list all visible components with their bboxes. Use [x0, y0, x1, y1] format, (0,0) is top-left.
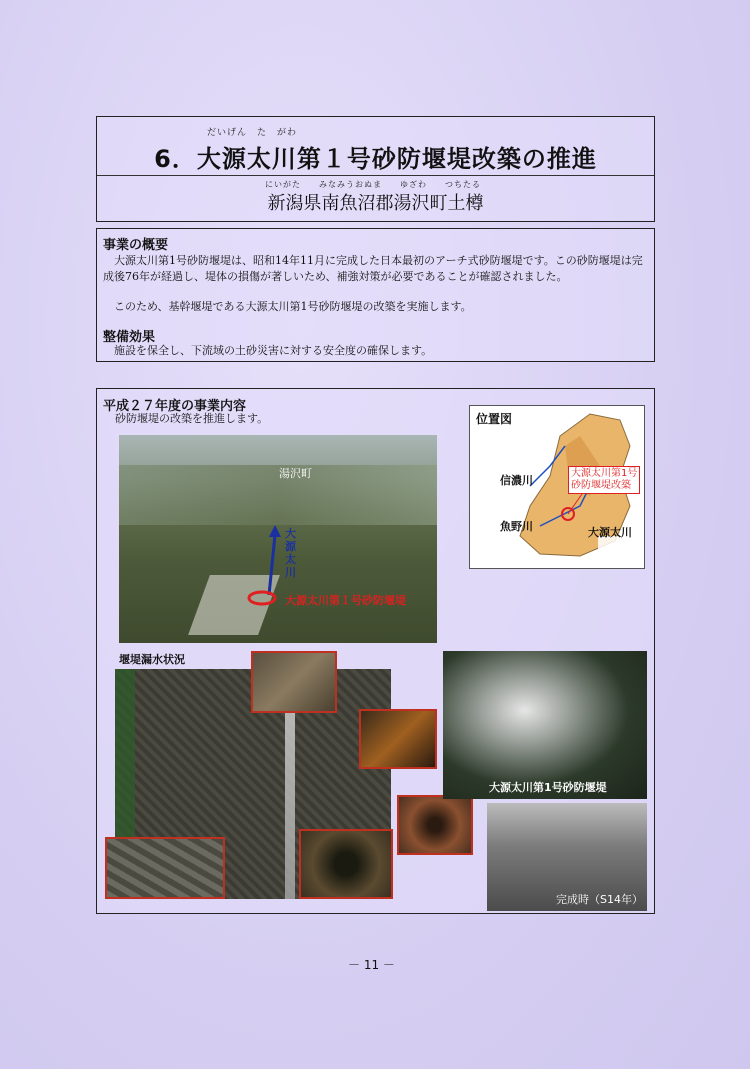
title-box: [96, 116, 655, 222]
map-heading: 位置図: [476, 412, 513, 426]
leak-heading: 堰堤漏水状況: [119, 653, 185, 666]
overview-heading: 事業の概要: [103, 238, 169, 253]
river-flow-arrow: [269, 535, 275, 595]
completion-photo: [487, 803, 647, 911]
title-divider: [97, 175, 654, 176]
map-legend-box: [476, 432, 534, 458]
leak-closeup-photo-3: [105, 837, 225, 899]
location-map: [469, 405, 645, 569]
map-callout-line2: 砂防堰堤改築: [571, 480, 631, 491]
map-callout-line1: 大源太川第1号: [571, 468, 638, 479]
effect-text: 施設を保全し、下流域の土砂災害に対する安全度の確保します。: [103, 344, 433, 357]
map-uono-label: 魚野川: [500, 520, 533, 533]
location-ruby: にいがた みなみうおぬま ゆざわ つちたる: [265, 180, 481, 189]
content-heading: 平成２７年度の事業内容: [103, 399, 247, 414]
map-daigenta-label: 大源太川: [588, 526, 632, 539]
aerial-river-label: 大源太川: [285, 527, 296, 579]
overview-box: [96, 228, 655, 362]
page-title: 6．大源太川第１号砂防堰堤改築の推進: [154, 145, 597, 173]
aerial-dam-label: 大源太川第１号砂防堰堤: [285, 594, 406, 607]
leak-closeup-photo-4: [299, 829, 393, 899]
aerial-town-label: 湯沢町: [279, 467, 312, 480]
dam-photo-caption: 大源太川第1号砂防堰堤: [489, 781, 607, 794]
arrow-head-icon: [269, 525, 281, 537]
content-subtext: 砂防堰堤の改築を推進します。: [115, 412, 269, 425]
location-text: 新潟県南魚沼郡湯沢町土樽: [267, 193, 484, 214]
content-box: [96, 388, 655, 914]
map-shinano-label: 信濃川: [500, 474, 533, 487]
map-callout: [568, 466, 640, 494]
leak-closeup-photo-5: [397, 795, 473, 855]
overview-paragraph-1: 大源太川第1号砂防堰堤は、昭和14年11月に完成した日本最初のアーチ式砂防堰堤です。この砂防堰堤は完成後76年が経過し、堤体の損傷が著しいため、補強対策が必要であることが確認されました。: [103, 254, 643, 283]
page-number: － 11 －: [348, 958, 395, 972]
effect-heading: 整備効果: [103, 330, 156, 345]
overview-paragraph-2: このため、基幹堰堤である大源太川第1号砂防堰堤の改築を実施します。: [103, 300, 472, 313]
map-key-box: [598, 536, 640, 564]
title-ruby: だいげん た がわ: [207, 128, 298, 138]
leak-closeup-photo-2: [359, 709, 437, 769]
completion-caption: 完成時（S14年）: [556, 893, 643, 906]
dam-location-circle: [249, 592, 275, 604]
leak-closeup-photo-1: [251, 651, 337, 713]
aerial-photo: [119, 435, 437, 643]
dam-photo: [443, 651, 647, 799]
aerial-overlay: [119, 435, 437, 643]
